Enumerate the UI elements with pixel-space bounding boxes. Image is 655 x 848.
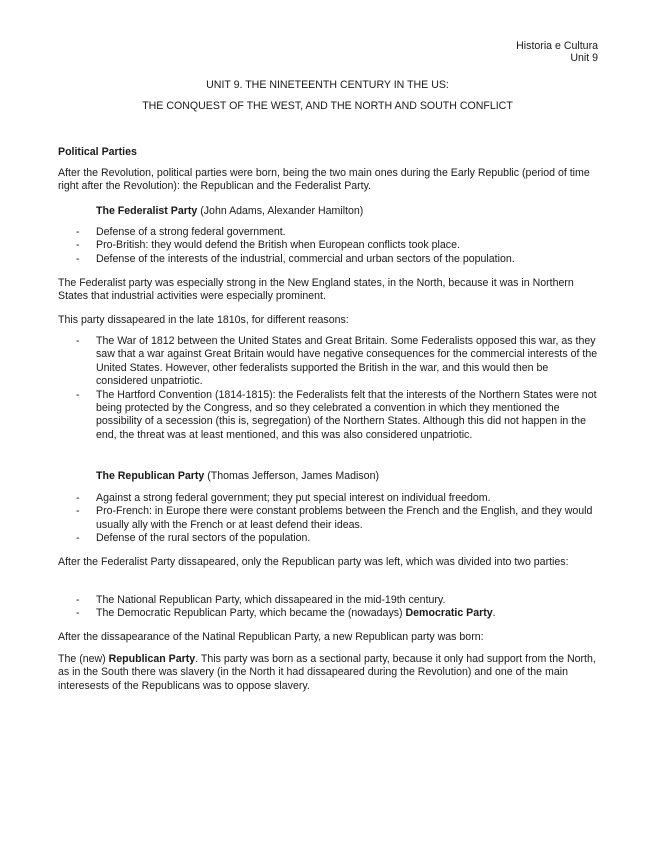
- federalist-strength-paragraph: The Federalist party was especially strong in the New England states, in the North, because it was in Northern States that industrial activities were especially prominent.: [58, 277, 574, 303]
- federalist-disappearance-paragraph: This party dissapeared in the late 1810s, for different reasons:: [58, 314, 349, 326]
- republican-name: The Republican Party: [96, 470, 205, 482]
- title-line-2: THE CONQUEST OF THE WEST, AND THE NORTH AND SOUTH CONFLICT: [142, 100, 513, 112]
- section-heading: Political Parties: [58, 146, 137, 158]
- new-republican-paragraph: The (new) Republican Party. This party was born as a sectional party, because it only had support from the North, as in the South there was slavery (in the North it had dissapeared during the Revolution) and one of the main interesests of the Republicans was to oppose slavery.: [58, 653, 596, 692]
- federalist-bullets: [58, 226, 598, 266]
- intro-paragraph: After the Revolution, political parties were born, being the two main ones during the Early Republic (period of time right after the Revolution): the Republican and the Federalist Party.: [58, 167, 590, 193]
- list-item: - Pro-British: they would defend the British when European conflicts took place.: [76, 239, 460, 252]
- after-federalist-paragraph: After the Federalist Party dissapeared, only the Republican party was left, which was divided into two parties:: [58, 556, 569, 568]
- federalist-heading: [96, 205, 363, 218]
- list-item: - The War of 1812 between the United States and Great Britain. Some Federalists opposed this war, as they saw that a war against Great Britain would have negative consequences for the commercial interests of the United States. However, other federalists supported the British in the war, and this would then be considered unpatriotic.: [76, 335, 598, 388]
- list-item: - Against a strong federal government; they put special interest on individual freedom.: [76, 492, 491, 504]
- federalist-reasons: [58, 335, 598, 442]
- title-line-1: UNIT 9. THE NINETEENTH CENTURY IN THE US:: [206, 79, 449, 91]
- republican-people: (Thomas Jefferson, James Madison): [204, 470, 379, 482]
- list-item: - The National Republican Party, which dissapeared in the mid-19th century.: [76, 594, 446, 606]
- course-name: Historia e Cultura: [516, 40, 598, 52]
- republican-split-list: [58, 594, 598, 621]
- democratic-party-label: Democratic Party: [405, 607, 493, 620]
- list-item: - The Democratic Republican Party, which became the (nowadays) Democratic Party.: [76, 607, 496, 620]
- republican-party-label: Republican Party: [108, 653, 196, 665]
- list-item: - The Hartford Convention (1814-1815): the Federalists felt that the interests of the Northern States were not being protected by the Congress, and so they celebrated a convention in which they mentioned the possibility of a secession (this is, segregation) of the Northern States. Although this did not happen in the end, the threat was at least mentioned, and this was also considered unpatriotic.: [76, 388, 597, 441]
- list-item: - Defense of the interests of the industrial, commercial and urban sectors of the population.: [76, 252, 515, 265]
- after-national-paragraph: After the dissapearance of the Natinal Republican Party, a new Republican party was born:: [58, 631, 484, 643]
- list-item: - Defense of a strong federal government.: [76, 226, 286, 238]
- republican-bullets: [58, 492, 598, 546]
- unit-label: Unit 9: [570, 52, 598, 65]
- republican-heading: [96, 470, 379, 483]
- federalist-name: The Federalist Party: [96, 205, 198, 217]
- federalist-people: (John Adams, Alexander Hamilton): [197, 205, 364, 217]
- document-header: [516, 40, 598, 65]
- list-item: - Defense of the rural sectors of the population.: [76, 532, 311, 545]
- list-item: - Pro-French: in Europe there were constant problems between the French and the English, and they would usually ally with the French or at least defend their ideas.: [76, 505, 593, 531]
